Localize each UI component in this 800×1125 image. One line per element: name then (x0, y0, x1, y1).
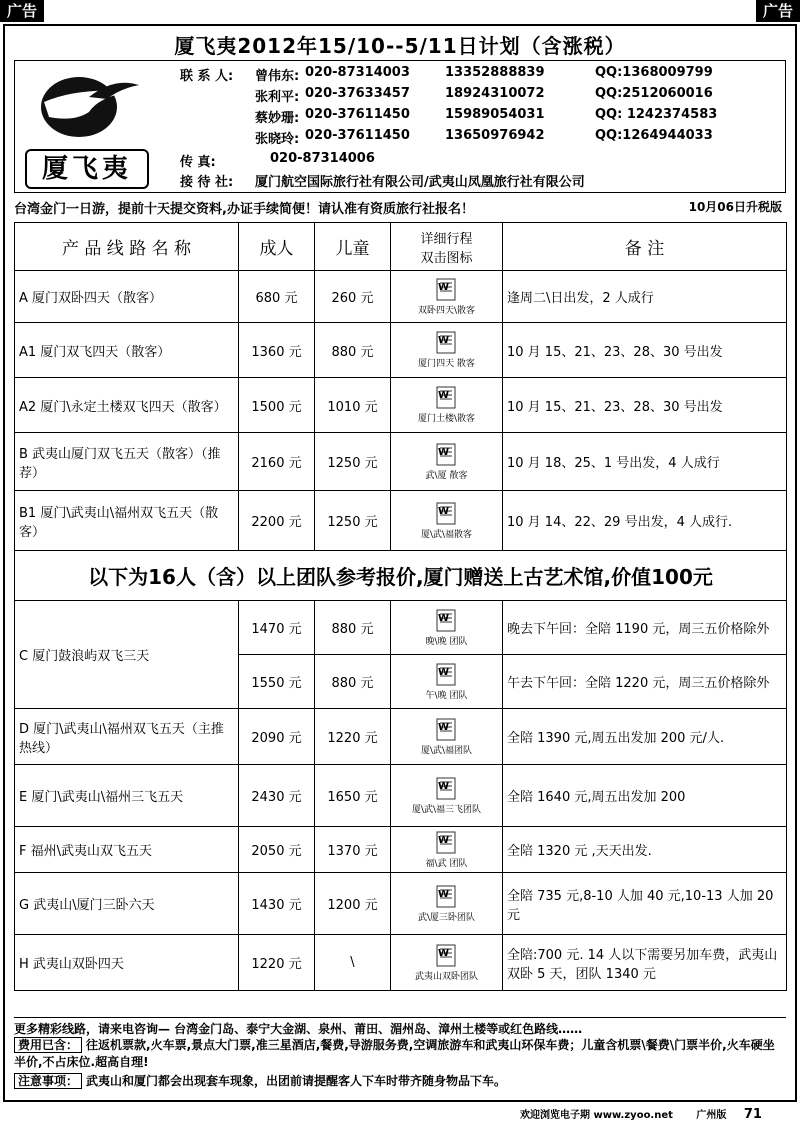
word-doc-icon[interactable] (436, 777, 458, 801)
svg-text:W: W (437, 390, 449, 401)
logo (19, 67, 149, 187)
contact-mobile: 15989054031 (445, 107, 545, 122)
adult-price: 2430 元 (239, 765, 315, 827)
host-agency: 厦门航空国际旅行社有限公司/武夷山凤凰旅行社有限公司 (255, 175, 585, 190)
page-footer (520, 1106, 762, 1122)
child-price: 1250 元 (315, 433, 391, 491)
route-note: 全陪 1320 元 ,天天出发. (503, 827, 787, 873)
svg-text:W: W (437, 888, 449, 900)
route-note: 10 月 14、22、29 号出发，4 人成行. (503, 491, 787, 551)
itinerary-doc-cell[interactable] (391, 323, 503, 378)
route-note: 逢周二\日出发，2 人成行 (503, 271, 787, 323)
fee-text: 往返机票款,火车票,景点大门票,准三星酒店,餐费,导游服务费,空调旅游车和武夷山环保车费；儿童含机票\餐费\门票半价,火车硬坐半价,不占床位.超高自理! (14, 1038, 775, 1069)
more-routes: 更多精彩线路，请来电咨询— 台湾金门岛、泰宁大金湖、泉州、莆田、湄州岛、漳州土楼等或红色路线…… (14, 1017, 786, 1037)
notice-bar (14, 198, 786, 218)
fax-number: 020-87314006 (270, 151, 375, 166)
doc-label[interactable]: 午\晚 团队 (425, 690, 468, 701)
adult-price: 1550 元 (239, 655, 315, 709)
notes-label: 注意事项： (14, 1073, 82, 1089)
doc-label[interactable]: 福\武 团队 (425, 858, 468, 869)
contact-mobile: 13352888839 (445, 65, 545, 80)
notes-text: 武夷山和厦门都会出现套车现象，出团前请提醒客人下车时带齐随身物品下车。 (86, 1074, 507, 1088)
contact-qq: QQ:1264944033 (595, 128, 713, 143)
itinerary-doc-cell[interactable] (391, 491, 503, 551)
route-note: 全陪 735 元,8-10 人加 40 元,10-13 人加 20 元 (503, 873, 787, 935)
route-note: 午去下午回：全陪 1220 元，周三五价格除外 (503, 655, 787, 709)
page-title: 厦飞夷2012年15/10--5/11日计划（含涨税） (174, 34, 626, 58)
adult-price: 2200 元 (239, 491, 315, 551)
route-name: E 厦门\武夷山\福州三飞五天 (15, 765, 239, 827)
route-row (15, 601, 787, 655)
itinerary-doc-cell[interactable] (391, 433, 503, 491)
itinerary-doc-cell[interactable] (391, 935, 503, 991)
contact-qq: QQ:2512060016 (595, 86, 713, 101)
adult-price: 1430 元 (239, 873, 315, 935)
route-note: 全陪:700 元. 14 人以下需要另加车费，武夷山双卧 5 天，团队 1340 元 (503, 935, 787, 991)
word-doc-icon[interactable] (436, 386, 458, 410)
word-doc-icon[interactable] (436, 944, 458, 968)
word-doc-icon[interactable] (436, 718, 458, 742)
doc-label[interactable]: 武\厦三卧团队 (417, 912, 476, 923)
child-price: 880 元 (315, 601, 391, 655)
svg-text:W: W (437, 834, 449, 846)
child-price: 880 元 (315, 655, 391, 709)
word-doc-icon[interactable] (436, 885, 458, 909)
child-price: 1250 元 (315, 491, 391, 551)
header-doc: 详细行程 双击图标 (391, 223, 503, 271)
header-adult: 成人 (239, 223, 315, 271)
route-row (15, 433, 787, 491)
page-number: 71 (743, 1107, 762, 1122)
itinerary-doc-cell[interactable] (391, 709, 503, 765)
contact-tel: 020-37611450 (305, 107, 410, 122)
contact-qq: QQ:1368009799 (595, 65, 713, 80)
adult-price: 1220 元 (239, 935, 315, 991)
doc-label[interactable]: 武夷山双卧团队 (414, 971, 478, 982)
word-doc-icon[interactable] (436, 331, 458, 355)
contact-mobile: 13650976942 (445, 128, 545, 143)
svg-text:W: W (437, 780, 449, 792)
contact-name: 蔡妙珊: (255, 111, 300, 126)
child-price: 1200 元 (315, 873, 391, 935)
header-name: 产 品 线 路 名 称 (15, 223, 239, 271)
route-row (15, 765, 787, 827)
svg-text:W: W (437, 505, 449, 517)
word-doc-icon[interactable] (436, 278, 458, 302)
route-name: G 武夷山\厦门三卧六天 (15, 873, 239, 935)
notice-text: 台湾金门一日游，提前十天提交资料,办证手续简便！请认准有资质旅行社报名！ (14, 202, 474, 217)
route-note: 10 月 18、25、1 号出发，4 人成行 (503, 433, 787, 491)
route-note: 全陪 1390 元,周五出发加 200 元/人. (503, 709, 787, 765)
svg-text:W: W (437, 612, 449, 624)
route-row (15, 827, 787, 873)
svg-text:W: W (437, 721, 449, 733)
itinerary-doc-cell[interactable] (391, 601, 503, 655)
word-doc-icon[interactable] (436, 443, 458, 467)
contact-name: 曾伟东: (255, 69, 300, 84)
route-row (15, 323, 787, 378)
adult-price: 2090 元 (239, 709, 315, 765)
route-name: A2 厦门\永定土楼双飞四天（散客） (15, 378, 239, 433)
doc-label[interactable]: 厦\武\福团队 (420, 745, 473, 756)
svg-text:W: W (437, 446, 449, 458)
fee-section (14, 1036, 786, 1070)
adult-price: 2050 元 (239, 827, 315, 873)
route-name: A 厦门双卧四天（散客） (15, 271, 239, 323)
route-name: B 武夷山厦门双飞五天（散客）（推 荐） (15, 433, 239, 491)
site-text: 欢迎浏览电子期 www.zyoo.net (520, 1110, 673, 1121)
itinerary-doc-cell[interactable] (391, 655, 503, 709)
header-child: 儿童 (315, 223, 391, 271)
route-name: B1 厦门\武夷山\福州双飞五天（散客） (15, 491, 239, 551)
route-name: C 厦门鼓浪屿双飞三天 (15, 601, 239, 709)
edition-text: 广州版 (696, 1110, 727, 1121)
adult-price: 1500 元 (239, 378, 315, 433)
child-price: \ (315, 935, 391, 991)
child-price: 1220 元 (315, 709, 391, 765)
itinerary-doc-cell[interactable] (391, 378, 503, 433)
ad-tag-right: 广告 (756, 0, 800, 22)
host-label: 接 待 社: (180, 175, 234, 190)
fax-label: 传 真: (180, 155, 216, 170)
contact-qq: QQ: 1242374583 (595, 107, 718, 122)
contact-tel: 020-87314003 (305, 65, 410, 80)
route-row (15, 935, 787, 991)
doc-label[interactable]: 厦门土楼\散客 (417, 414, 476, 424)
ad-tag-left: 广告 (0, 0, 44, 22)
child-price: 1370 元 (315, 827, 391, 873)
doc-label[interactable]: 厦门四天 散客 (418, 359, 475, 369)
svg-text:W: W (437, 947, 449, 959)
adult-price: 680 元 (239, 271, 315, 323)
adult-price: 1360 元 (239, 323, 315, 378)
route-row (15, 491, 787, 551)
route-name: F 福州\武夷山双飞五天 (15, 827, 239, 873)
adult-price: 2160 元 (239, 433, 315, 491)
route-note: 晚去下午回：全陪 1190 元，周三五价格除外 (503, 601, 787, 655)
child-price: 880 元 (315, 323, 391, 378)
doc-label[interactable]: 厦\武\福散客 (420, 529, 473, 540)
contact-name: 张晓玲: (255, 132, 300, 147)
doc-label[interactable]: 双卧四天\散客 (417, 305, 476, 316)
route-note: 10 月 15、21、23、28、30 号出发 (503, 378, 787, 433)
route-name: H 武夷山双卧四天 (15, 935, 239, 991)
doc-label[interactable]: 厦\武\福三飞团队 (411, 804, 482, 815)
itinerary-doc-cell[interactable] (391, 271, 503, 323)
word-doc-icon[interactable] (436, 663, 458, 687)
itinerary-doc-cell[interactable] (391, 873, 503, 935)
route-row (15, 271, 787, 323)
doc-label[interactable]: 晚\晚 团队 (425, 636, 468, 647)
itinerary-doc-cell[interactable] (391, 765, 503, 827)
child-price: 260 元 (315, 271, 391, 323)
route-row (15, 709, 787, 765)
child-price: 1010 元 (315, 378, 391, 433)
svg-text:W: W (437, 666, 449, 678)
logo-text: 厦飞夷 (25, 149, 149, 189)
adult-price: 1470 元 (239, 601, 315, 655)
contact-label: 联 系 人: (180, 69, 234, 84)
svg-text:W: W (437, 281, 449, 293)
group-banner: 以下为16人（含）以上团队参考报价,厦门赠送上古艺术馆,价值100元 (15, 551, 787, 601)
word-doc-icon[interactable] (436, 502, 458, 526)
contact-tel: 020-37611450 (305, 128, 410, 143)
notes-section (14, 1072, 786, 1089)
contact-tel: 020-37633457 (305, 86, 410, 101)
route-name: A1 厦门双飞四天（散客） (15, 323, 239, 378)
route-row (15, 873, 787, 935)
word-doc-icon[interactable] (436, 831, 458, 855)
itinerary-doc-cell[interactable] (391, 827, 503, 873)
header-note: 备 注 (503, 223, 787, 271)
contact-name: 张利平: (255, 90, 300, 105)
route-note: 全陪 1640 元,周五出发加 200 (503, 765, 787, 827)
route-note: 10 月 15、21、23、28、30 号出发 (503, 323, 787, 378)
svg-text:W: W (437, 335, 449, 346)
doc-label[interactable]: 武\厦 散客 (425, 470, 468, 481)
price-table (14, 222, 787, 991)
contact-box (14, 60, 786, 193)
contact-mobile: 18924310072 (445, 86, 545, 101)
route-row (15, 378, 787, 433)
notice-version: 10月06日升税版 (688, 200, 782, 214)
route-name: D 厦门\武夷山\福州双飞五天（主推热线） (15, 709, 239, 765)
word-doc-icon[interactable] (436, 609, 458, 633)
fee-label: 费用已含： (14, 1037, 82, 1053)
child-price: 1650 元 (315, 765, 391, 827)
